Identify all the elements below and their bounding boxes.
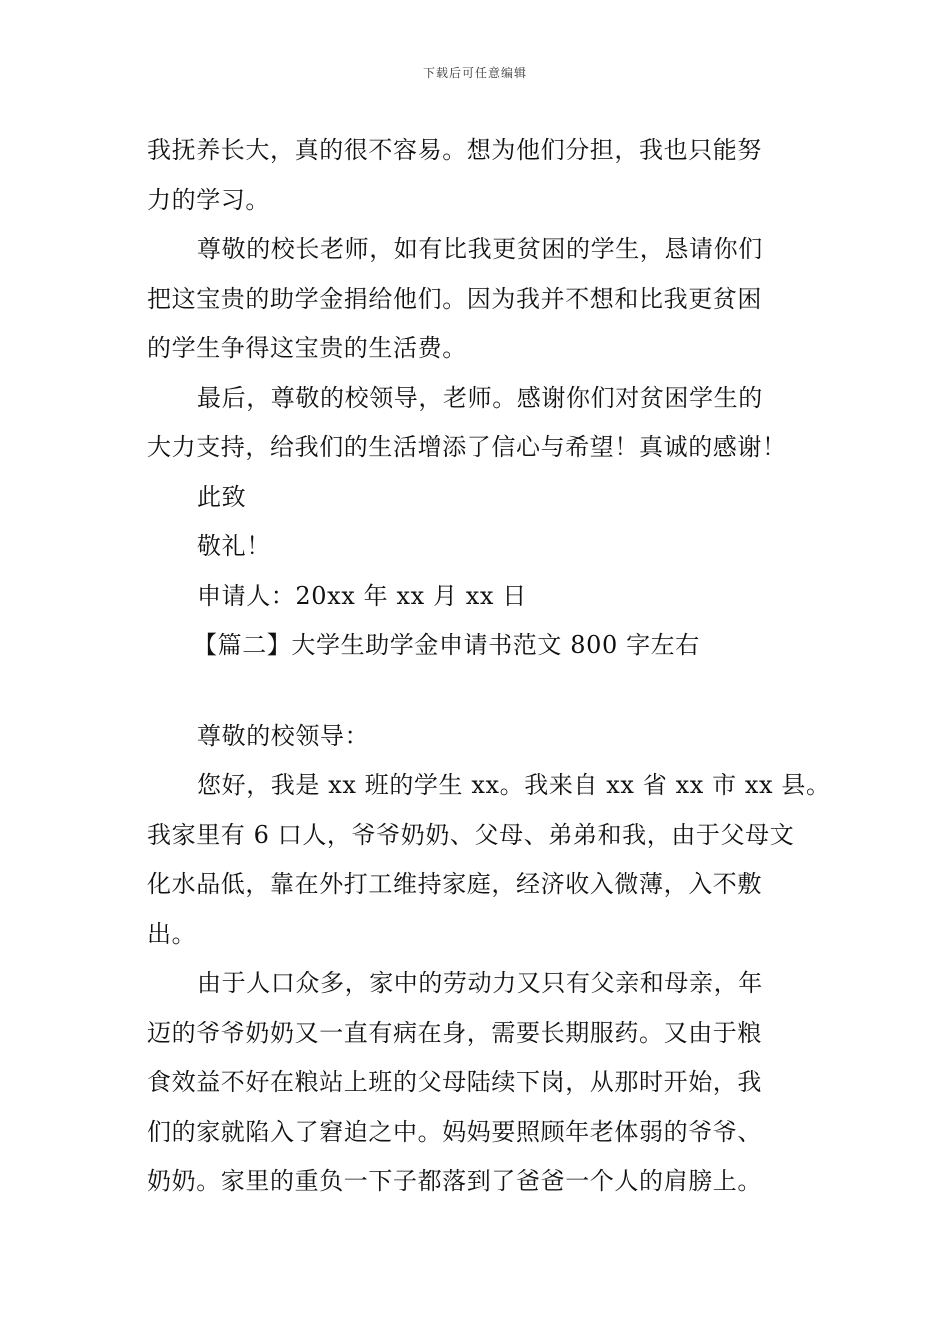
document-body xyxy=(147,126,831,1207)
paragraph-line: 出。 xyxy=(147,919,197,948)
section-heading: 【篇二】大学生助学金申请书范文 800 字左右 xyxy=(193,631,700,659)
letter-part-one xyxy=(147,126,807,621)
paragraph-line: 最后，尊敬的校领导，老师。感谢你们对贫困学生的 xyxy=(197,383,763,412)
paragraph-line: 化水品低，靠在外打工维持家庭，经济收入微薄，入不敷 xyxy=(147,870,762,898)
paragraph-line: 申请人：20xx 年 xx 月 xx 日 xyxy=(197,581,527,610)
paragraph-line: 您好，我是 xx 班的学生 xx。我来自 xx 省 xx 市 xx 县。 xyxy=(197,771,831,799)
paragraph-line: 此致 xyxy=(197,482,247,511)
paragraph-line: 大力支持，给我们的生活增添了信心与希望！真诚的感谢！ xyxy=(147,433,787,461)
paragraph-line: 的学生争得这宝贵的生活费。 xyxy=(147,334,467,362)
blank-spacer xyxy=(147,671,807,712)
paragraph-line: 尊敬的校领导： xyxy=(197,721,370,750)
paragraph-line: 们的家就陷入了窘迫之中。妈妈要照顾年老体弱的爷爷、 xyxy=(147,1117,762,1146)
paragraph-line: 我抚养长大，真的很不容易。想为他们分担，我也只能努 xyxy=(147,136,762,164)
paragraph-line: 我家里有 6 口人，爷爷奶奶、父母、弟弟和我，由于父母文 xyxy=(147,820,795,849)
paragraph-line: 由于人口众多，家中的劳动力又只有父亲和母亲，年 xyxy=(197,969,763,997)
paragraph-line: 食效益不好在粮站上班的父母陆续下岗，从那时开始，我 xyxy=(147,1068,762,1096)
page-header: 下载后可任意编辑 xyxy=(422,66,527,80)
paragraph-line: 迈的爷爷奶奶又一直有病在身，需要长期服药。又由于粮 xyxy=(147,1018,762,1047)
paragraph-line: 力的学习。 xyxy=(147,185,270,214)
paragraph-line: 敬礼！ xyxy=(197,532,271,560)
letter-part-two xyxy=(147,712,831,1207)
paragraph-line: 尊敬的校长老师，如有比我更贫困的学生，恳请你们 xyxy=(197,235,763,263)
paragraph-line: 把这宝贵的助学金捐给他们。因为我并不想和比我更贫困 xyxy=(147,284,762,313)
paragraph-line: 奶奶。家里的重负一下子都落到了爸爸一个人的肩膀上。 xyxy=(147,1167,762,1195)
